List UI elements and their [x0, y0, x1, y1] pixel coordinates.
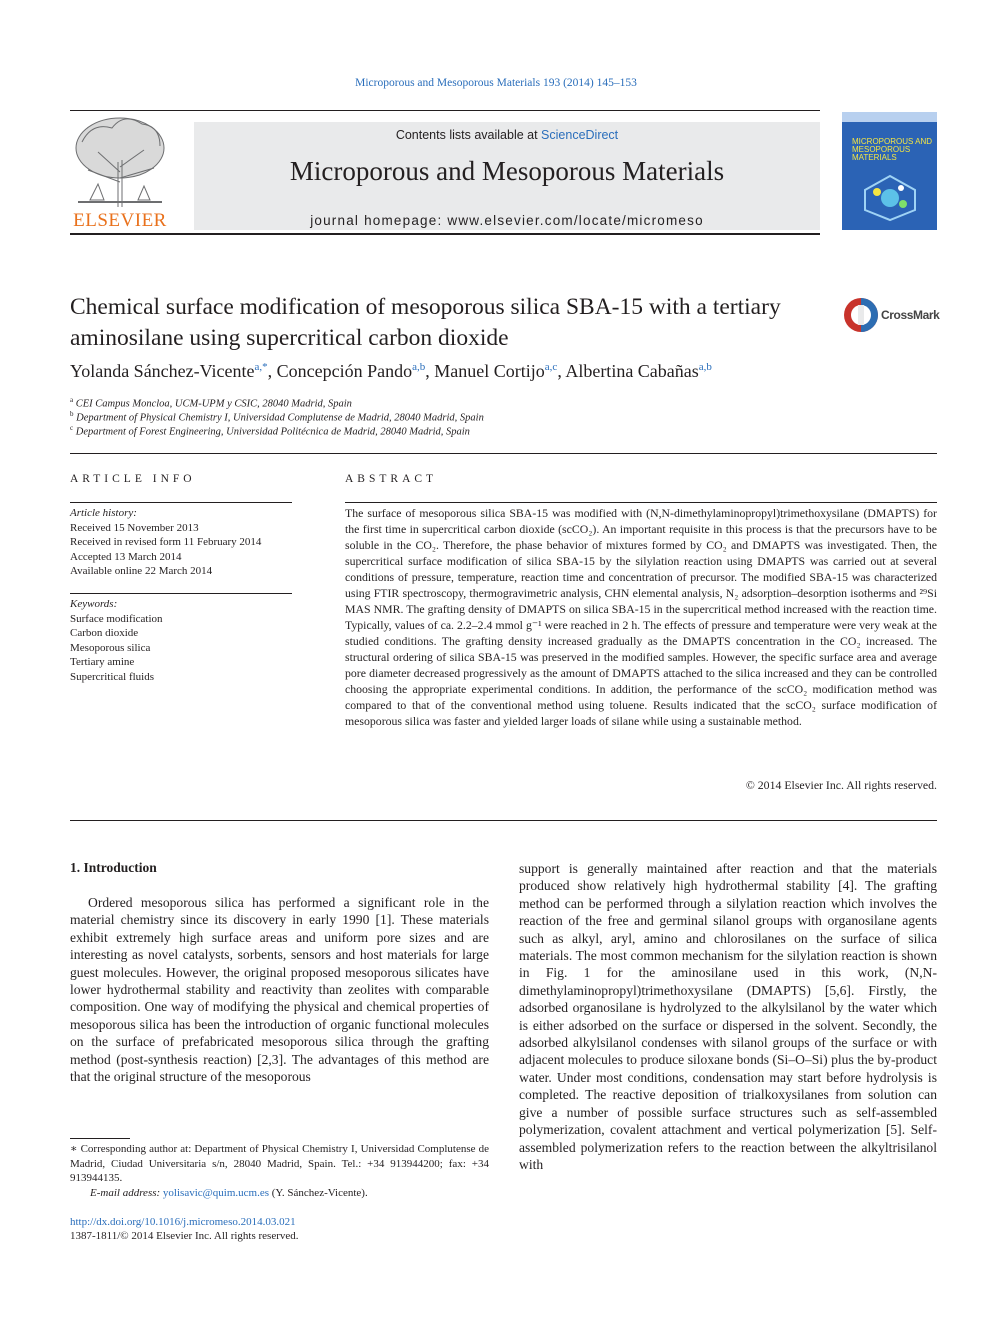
keyword: Tertiary amine [70, 656, 135, 668]
email-line [70, 1186, 489, 1201]
author-name[interactable]: Manuel Cortijo [434, 361, 545, 381]
abstract-rule [345, 502, 937, 503]
affiliation-mark: b [70, 410, 74, 418]
keywords-label: Keywords: [70, 598, 118, 610]
paragraph: support is generally maintained after reaction and that the materials produced show relatively high hydrothermal stability [4]. The grafting method can be performed through a silylation reaction which involves the reaction of the free and germinal silanol groups with organosilane agents such as alkyl, aryl, amino and chlorosilanes on the surface of silica materials. The most common mechanism for the silylation reaction is shown in Fig. 1 for the aminosilane used in this work, (N,N-dimethylaminopropyl)trimethoxysilane (DMAPTS) [5,6]. Firstly, the adsorbed organosilane is hydrolyzed to the alkylsilanol by the water which is either adsorbed on the surface or dispersed in the solvent. Secondly, the adsorbed alkylsilanol condenses with silanol groups of the surface or with adjacent molecules to produce siloxane bonds (Si–O–Si) plus the by-product water. Under most conditions, condensation may start before hydrolysis is completed. The reactive deposition of trialkoxysilanes from solution can give a number of possible surface structures such as self-assembled polymerization, covalent attachment and vertical polymerization [5]. Self-assembled polymerization refers to the reaction between the alkyltrisilanol with [519, 861, 937, 1172]
history-entry: Received 15 November 2013 [70, 521, 199, 534]
header-top-rule [70, 110, 820, 111]
cover-molecule-icon [857, 172, 923, 222]
author-name[interactable]: Concepción Pando [276, 361, 413, 381]
contents-line [194, 128, 820, 142]
history-entry: Accepted 13 March 2014 [70, 550, 182, 563]
sciencedirect-link[interactable]: ScienceDirect [541, 128, 619, 142]
affiliation [70, 424, 470, 438]
journal-cover-thumbnail[interactable] [842, 112, 937, 230]
corresponding-author-note: ∗ Corresponding author at: Department of Physical Chemistry I, Universidad Complutense de Madrid, Ciudad Universitaria s/n, 28040 Madrid, Spain. Tel.: +34 913944200; fax: +34 913944135. [70, 1143, 489, 1184]
body-right-column [519, 860, 937, 1173]
cover-top-strip [842, 112, 937, 122]
keywords [70, 597, 292, 684]
footnote-rule [70, 1138, 130, 1139]
affiliation [70, 410, 484, 424]
keyword: Supercritical fluids [70, 670, 155, 683]
keyword: Carbon dioxide [70, 627, 139, 639]
author-list [70, 361, 712, 382]
abstract-heading: ABSTRACT [345, 473, 438, 485]
author-affiliation-mark[interactable]: a,* [254, 361, 268, 373]
contents-prefix: Contents lists available at [395, 128, 542, 142]
footnote [70, 1142, 489, 1200]
article-history-label: Article history: [70, 507, 137, 519]
crossmark-badge[interactable] [843, 297, 943, 333]
history-entry: Available online 22 March 2014 [70, 565, 213, 577]
author-affiliation-mark[interactable]: a,b [412, 361, 426, 373]
affiliation-rule [70, 453, 937, 454]
homepage-line [194, 213, 820, 228]
author-separator: , [425, 361, 435, 381]
author-affiliation-mark[interactable]: a,b [698, 361, 712, 373]
issn-line: 1387-1811/© 2014 Elsevier Inc. All rights reserved. [70, 1230, 299, 1242]
affiliation-text: Department of Physical Chemistry I, Universidad Complutense de Madrid, 28040 Madrid, Spain [76, 412, 484, 424]
email-link[interactable]: yolisavic@quim.ucm.es [162, 1186, 269, 1199]
affiliation-text: Department of Forest Engineering, Universidad Politécnica de Madrid, 28040 Madrid, Spain [75, 426, 470, 438]
history-entry: Received in revised form 11 February 2014 [70, 536, 262, 548]
body-left-column [70, 894, 489, 1085]
author-separator: , [267, 361, 277, 381]
elsevier-wordmark: ELSEVIER [73, 210, 167, 231]
journal-title: Microporous and Mesoporous Materials [289, 156, 725, 186]
email-label: E-mail address: [90, 1186, 163, 1199]
homepage-url-link[interactable]: www.elsevier.com/locate/micromeso [447, 213, 704, 228]
email-suffix: (Y. Sánchez-Vicente). [268, 1186, 368, 1199]
cover-title: MICROPOROUS AND MESOPOROUS MATERIALS [852, 137, 933, 162]
keyword: Surface modification [70, 612, 163, 625]
author-separator: , [557, 361, 566, 381]
crossmark-label: CrossMark [881, 308, 940, 322]
affiliation [70, 396, 352, 410]
author-name[interactable]: Yolanda Sánchez-Vicente [70, 361, 255, 381]
introduction-heading: 1. Introduction [70, 860, 157, 875]
affiliation-mark: a [70, 396, 74, 404]
author-affiliation-mark[interactable]: a,c [544, 361, 558, 373]
affiliation-mark: c [70, 424, 74, 432]
abstract-text: The surface of mesoporous silica SBA-15 was modified with (N,N-dimethylaminopropyl)trimethoxysilane (DMAPTS) for the first time in supercritical carbon dioxide (scCO₂). An important requisite in this process is that the precursors have to be soluble in the CO₂. Therefore, the phase behavior of mixtures formed by CO₂ and DMAPTS was investigated. Then, the supercritical surface modification of silica SBA-15 by the silylation reaction using DMAPTS was carried out at several conditions of pressure, temperature, reaction time and concentration of precursor. The modified SBA-15 was characterized using FTIR spectroscopy, thermogravimetric analysis, CHN elemental analysis, N₂ adsorption–desorption isotherms and ²⁹Si MAS NMR. The grafting density of DMAPTS on silica SBA-15 in the supercritical method increased with the reaction time. Typically, values of ca. 2.2–2.4 mmol g⁻¹ were reached in 2 h. The effects of pressure and temperature were very weak at the studied conditions. The grafting density increased gradually as the DMAPTS concentration in the CO₂ increased. The structural ordering of silica SBA-15 was preserved in the modified samples. However, the specific surface area and average pore diameter decreased progressively as the amount of DMAPTS attached to the silica increased and they can be controlled choosing the appropriate experimental conditions. In addition, the performance of the scCO₂ modification method was compared to that of the conventional method using toluene. Results indicated that the scCO₂ surface modification of mesoporous silica was faster and yielded larger loads of silane while using a sustainable method. [345, 506, 937, 728]
article-history [70, 506, 292, 579]
elsevier-tree-icon [68, 112, 172, 208]
article-info-rule [70, 502, 292, 503]
journal-reference-link[interactable]: Microporous and Mesoporous Materials 193 (2014) 145–153 [355, 77, 637, 89]
keywords-rule [70, 593, 292, 594]
abstract-end-rule [70, 820, 937, 821]
journal-header-band [194, 122, 820, 230]
header-bottom-rule [70, 233, 820, 235]
homepage-prefix: journal homepage: [310, 213, 448, 228]
article-info-heading: ARTICLE INFO [70, 473, 196, 485]
affiliation-text: CEI Campus Moncloa, UCM-UPM y CSIC, 28040 Madrid, Spain [75, 398, 352, 410]
copyright-notice: © 2014 Elsevier Inc. All rights reserved. [745, 778, 937, 792]
crossmark-icon [843, 297, 879, 333]
article-title: Chemical surface modification of mesoporous silica SBA-15 with a tertiary aminosilane using supercritical carbon dioxide [70, 294, 781, 351]
author-name[interactable]: Albertina Cabañas [565, 361, 699, 381]
paragraph: Ordered mesoporous silica has performed a significant role in the material chemistry since its discovery in early 1990 [1]. These materials exhibit extremely high surface areas and uniform pore sizes and are interesting as novel catalysts, sorbents, sensors and host materials for large guest molecules. However, the original proposed mesoporous silicates have lower hydrothermal stability and reactivity than zeolites with comparable composition. One way of modifying the physical and chemical properties of mesoporous silica has been the introduction of organic functional molecules on the surface of prefabricated mesoporous silica through the grafting method (post-synthesis reaction) [2,3]. The advantages of this method are that the original structure of the mesoporous [70, 895, 489, 1085]
keyword: Mesoporous silica [70, 641, 151, 654]
doi-link[interactable]: http://dx.doi.org/10.1016/j.micromeso.2014.03.021 [70, 1216, 296, 1228]
